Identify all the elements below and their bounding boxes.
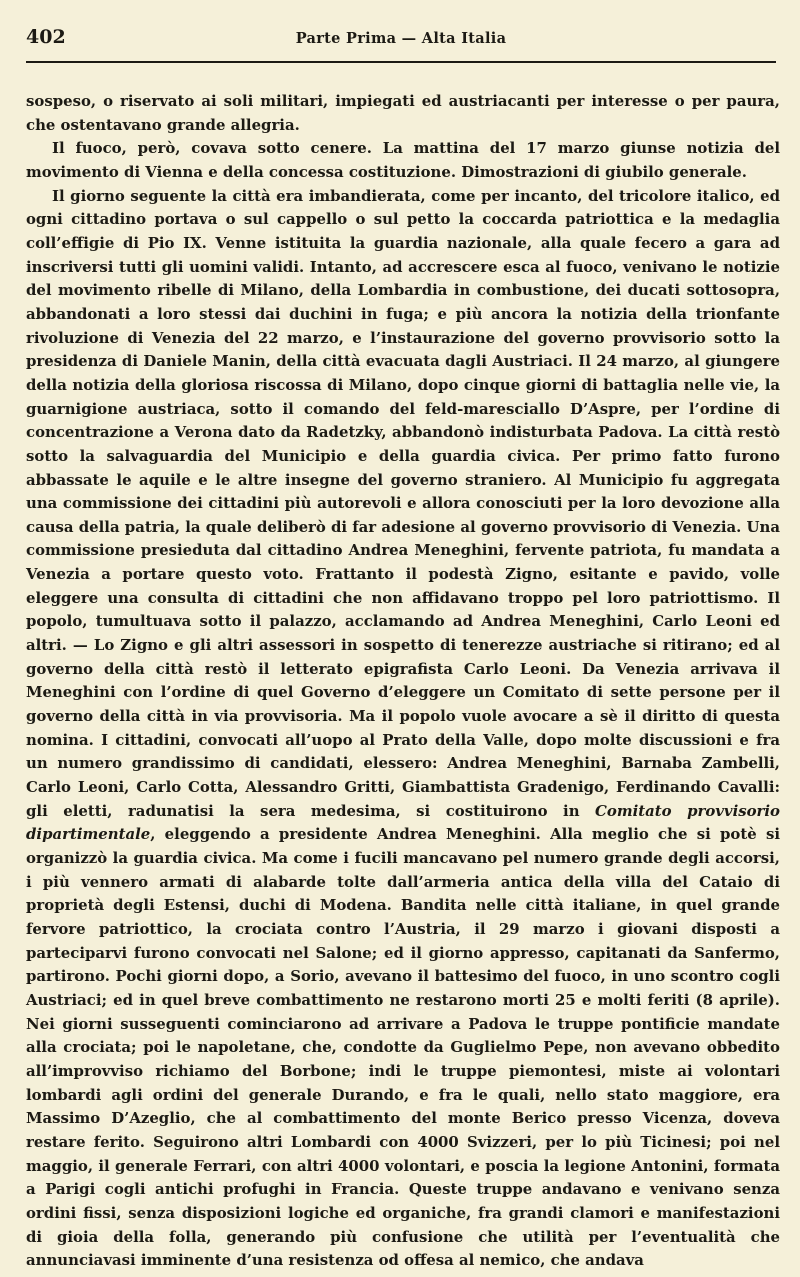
paragraph-3-part-a: Il giorno seguente la città era imbandierata, come per incanto, del tricolore italico, ed ogni cittadino portava o sul cappello o sul petto la coccarda patriottica e la medaglia coll’effigie di Pio IX. Venne istituita la guardia nazionale, alla quale fecero a gara ad inscriversi tutti gli uomini validi. Intanto, ad accrescere esca al fuoco, venivano le notizie del movimento ribelle di Milano, della Lombardia in combustione, dei ducati sottosopra, abbandonati a loro stessi dai duchini in fuga; e più ancora la notizia della trionfante rivoluzione di Venezia del 22 marzo, e l’instaurazione del governo provvisorio sotto la presidenza di Daniele Manin, della città evacuata dagli Austriaci. Il 24 marzo, al giungere della notizia della gloriosa riscossa di Milano, dopo cinque giorni di battaglia nelle vie, la guarnigione austriaca, sotto il comando del feld-maresciallo D’Aspre, per l’ordine di concentrazione a Verona dato da Radetzky, abbandonò indisturbata Padova. La città restò sotto la salvaguardia del Municipio e della guardia civica. Per primo fatto furono abbassate le aquile e le altre insegne del governo straniero. Al Municipio fu aggregata una commissione dei cittadini più autorevoli e allora conosciuti per la loro devozione alla causa della patria, la quale deliberò di far adesione al governo provvisorio di Venezia. Una commissione presieduta dal cittadino Andrea Meneghini, fervente patriota, fu mandata a Venezia a portare questo voto. Frattanto il podestà Zigno, esitante e pavido, volle eleggere una consulta di cittadini che non affidavano troppo pel loro patriottismo. Il popolo, tumultuava sotto il palazzo, acclamando ad Andrea Meneghini, Carlo Leoni ed altri. — Lo Zigno e gli altri assessori in sospetto di tenerezze austriache si ritirano; ed al governo della città restò il letterato epigrafista Carlo Leoni. Da Venezia arrivava il Meneghini con l’ordine di quel Governo d’eleggere un Comitato di sette persone per il governo della città in via provvisoria. Ma il popolo vuole avocare a sè il diritto di questa nomina. I cittadini, convocati all’uopo al Prato della Valle, dopo molte discussioni e fra un numero grandissimo di candidati, elessero: Andrea Meneghini, Barnaba Zambelli, Carlo Leoni, Carlo Cotta, Alessandro Gritti, Giambattista Gradenigo, Ferdinando Cavalli: gli eletti, radunatisi la sera medesima, si costituirono in: [26, 186, 780, 820]
paragraph-2: Il fuoco, però, covava sotto cenere. La mattina del 17 marzo giunse notizia del movimento di Vienna e della concessa costituzione. Dimostrazioni di giubilo generale.: [26, 139, 780, 181]
paragraph-1: sospeso, o riservato ai soli militari, impiegati ed austriacanti per interesse o per paura, che ostentavano grande allegria.: [26, 92, 780, 134]
paragraph-3-part-b: , eleggendo a presidente Andrea Meneghini. Alla meglio che si potè si organizzò la guardia civica. Ma come i fucili mancavano pel numero grande degli accorsi, i più vennero armati di alabarde tolte dall’armeria antica della villa del Cataio di proprietà degli Estensi, duchi di Modena. Bandita nelle città italiane, in quel grande fervore patriottico, la crociata contro l’Austria, il 29 marzo i giovani disposti a parteciparvi furono convocati nel Salone; ed il giorno appresso, capitanati da Sanfermo, partirono. Pochi giorni dopo, a Sorio, avevano il battesimo del fuoco, in uno scontro cogli Austriaci; ed in quel breve combattimento ne restarono morti 25 e molti feriti (8 aprile). Nei giorni susseguenti cominciarono ad arrivare a Padova le truppe pontificie mandate alla crociata; poi le napoletane, che, condotte da Guglielmo Pepe, non avevano obbedito all’improvviso richiamo del Borbone; indi le truppe piemontesi, miste ai volontari lombardi agli ordini del generale Durando, e fra le quali, nello stato maggiore, era Massimo D’Azeglio, che al combattimento del monte Berico presso Vicenza, doveva restare ferito. Seguirono altri Lombardi con 4000 Svizzeri, per lo più Ticinesi; poi nel maggio, il generale Ferrari, con altri 4000 volontari, e poscia la legione Antonini, formata a Parigi cogli antichi profughi in Francia. Queste truppe andavano e venivano senza ordini fissi, senza disposizioni logiche ed organiche, fra grandi clamori e manifestazioni di gioia della folla, generando più confusione che utilità per l’eventualità che annunciavasi imminente d’una resistenza od offesa al nemico, che andava: [26, 825, 780, 1270]
page-number: 402: [26, 26, 66, 48]
paragraph-3: [26, 185, 780, 1273]
page-header: [26, 22, 776, 62]
italic-committee-name: Comitato provvisorio dipartimentale: [26, 801, 780, 844]
running-title: Parte Prima — Alta Italia: [295, 30, 507, 47]
body-text: [26, 90, 780, 1273]
header-rule: [26, 61, 776, 63]
